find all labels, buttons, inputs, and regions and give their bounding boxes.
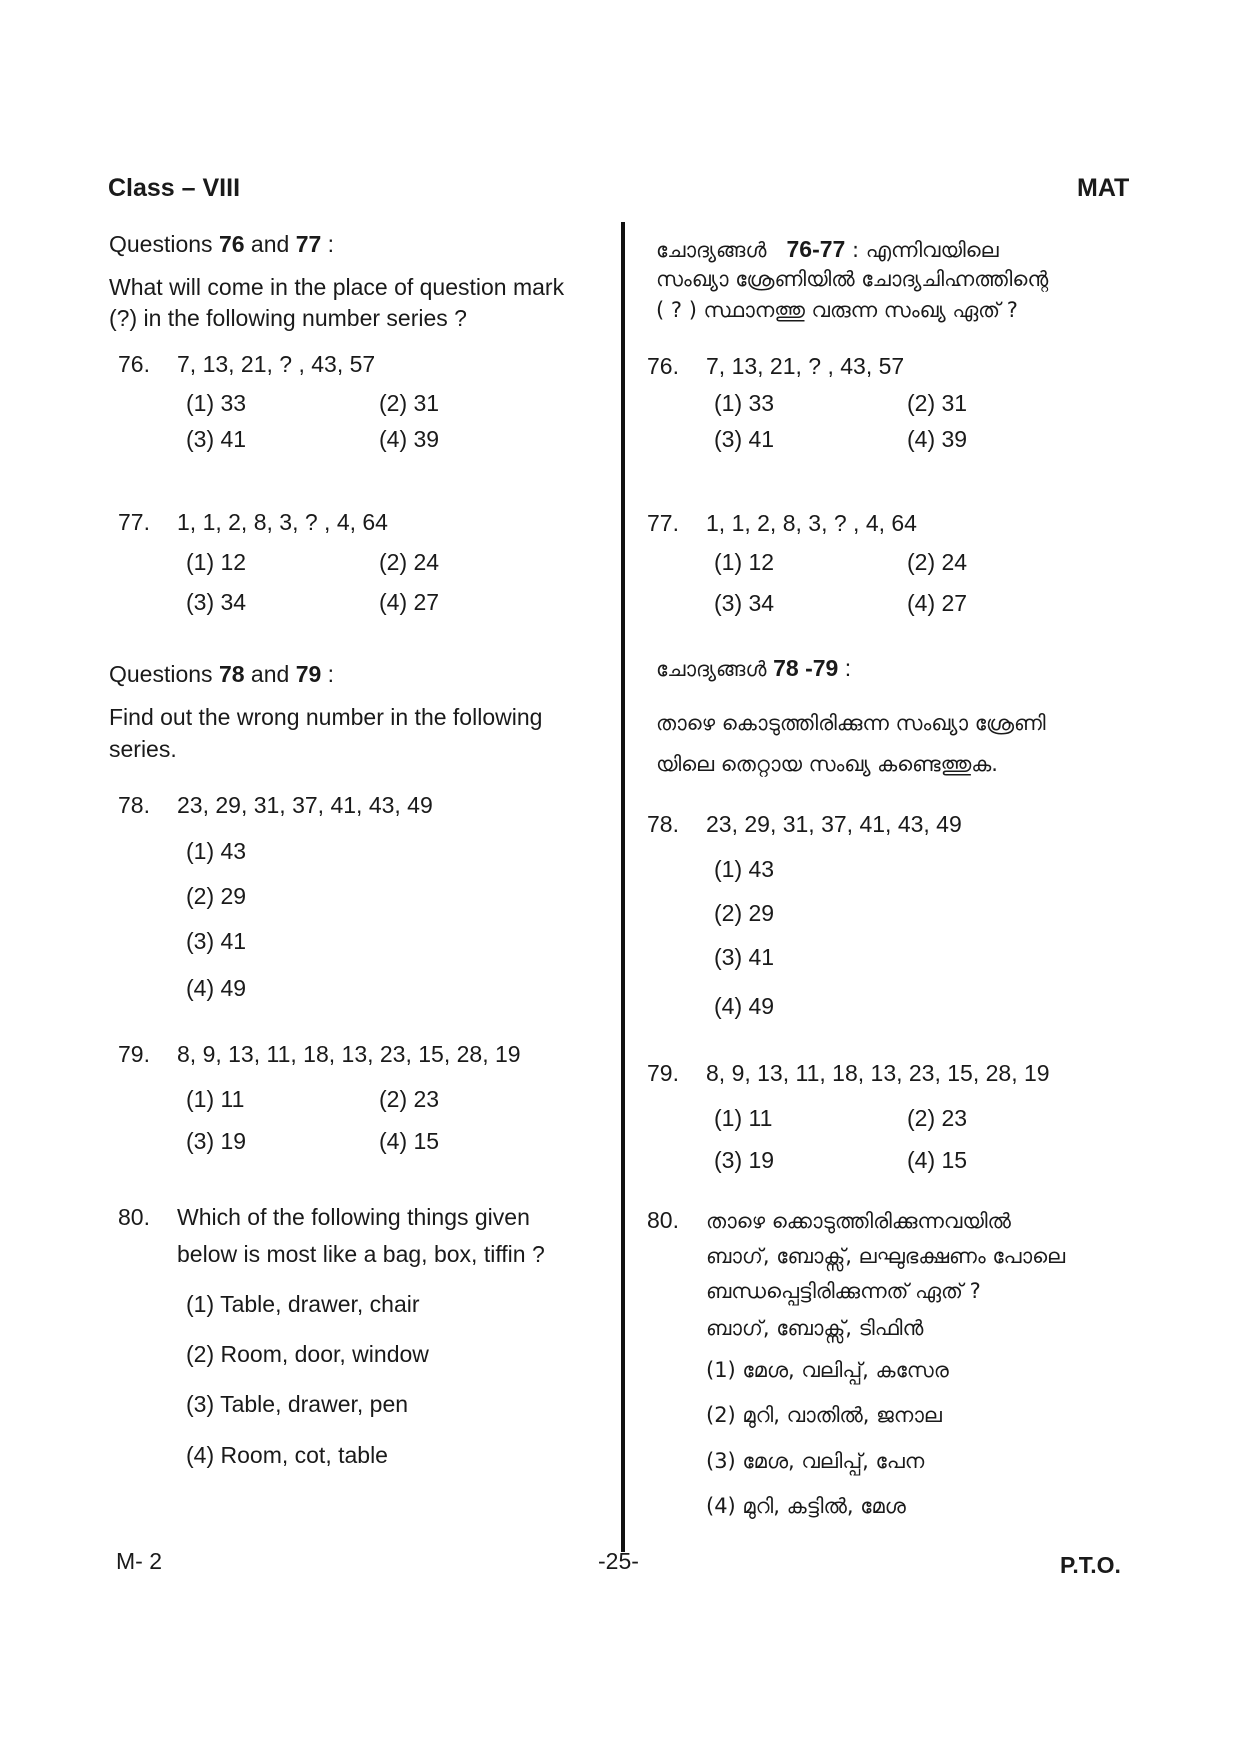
group2-instruction-line2: series.	[109, 736, 177, 762]
class-label: Class – VIII	[108, 174, 241, 202]
ml-q76-number: 76.	[647, 353, 679, 379]
ml-q79-option-3: (3) 19	[714, 1147, 775, 1173]
q80-option-3: (3) Table, drawer, pen	[186, 1391, 409, 1417]
ml-q80-option-3: (3) മേശ, വലിപ്പ്, പേന	[706, 1449, 925, 1473]
q78-option-1: (1) 43	[186, 838, 247, 864]
q77-option-4: (4) 27	[379, 589, 440, 615]
ml-q77-option-2: (2) 24	[907, 549, 968, 575]
page-number: -25-	[598, 1548, 639, 1574]
ml-group2-heading: ചോദ്യങ്ങൾ 78 -79 :	[656, 655, 852, 681]
column-divider	[621, 222, 625, 1552]
ml-q78-option-2: (2) 29	[714, 900, 775, 926]
q76-option-4: (4) 39	[379, 426, 440, 452]
q77-option-1: (1) 12	[186, 549, 247, 575]
ml-q78-number: 78.	[647, 811, 679, 837]
q79-number: 79.	[118, 1041, 150, 1067]
q79-option-2: (2) 23	[379, 1086, 440, 1112]
ml-q77-option-4: (4) 27	[907, 590, 968, 616]
ml-group2-line1: താഴെ കൊടുത്തിരിക്കുന്ന സംഖ്യാ ശ്രേണി	[656, 711, 1046, 735]
q78-option-2: (2) 29	[186, 883, 247, 909]
ml-q79-text: 8, 9, 13, 11, 18, 13, 23, 15, 28, 19	[706, 1060, 1050, 1086]
pto-label: P.T.O.	[1060, 1552, 1121, 1578]
group2-instruction-line1: Find out the wrong number in the following	[109, 704, 543, 730]
ml-q76-option-3: (3) 41	[714, 426, 775, 452]
ml-q78-option-4: (4) 49	[714, 993, 775, 1019]
subject-label: MAT	[1077, 174, 1130, 202]
ml-group1-line2: സംഖ്യാ ശ്രേണിയിൽ ചോദ്യചിഹ്നത്തിന്റെ	[656, 267, 1049, 291]
group1-heading: Questions 76 and 77 :	[109, 231, 335, 257]
q79-option-3: (3) 19	[186, 1128, 247, 1154]
q78-option-4: (4) 49	[186, 975, 247, 1001]
ml-q79-option-2: (2) 23	[907, 1105, 968, 1131]
group2-heading: Questions 78 and 79 :	[109, 661, 335, 687]
q78-option-3: (3) 41	[186, 928, 247, 954]
q78-text: 23, 29, 31, 37, 41, 43, 49	[177, 792, 433, 818]
ml-q80-option-1: (1) മേശ, വലിപ്പ്, കസേര	[706, 1358, 949, 1382]
ml-q79-number: 79.	[647, 1060, 679, 1086]
ml-q80-line2: ബാഗ്, ബോക്സ്, ലഘുഭക്ഷണം പോലെ	[706, 1244, 1066, 1268]
ml-group1-line3: ( ? ) സ്ഥാനത്തു വരുന്ന സംഖ്യ ഏത് ?	[656, 298, 1018, 322]
q77-option-2: (2) 24	[379, 549, 440, 575]
ml-q80-number: 80.	[647, 1207, 679, 1233]
ml-q80-line4: ബാഗ്, ബോക്സ്, ടിഫിൻ	[706, 1316, 924, 1340]
ml-group2-line2: യിലെ തെറ്റായ സംഖ്യ കണ്ടെത്തുക.	[656, 752, 998, 776]
ml-q78-text: 23, 29, 31, 37, 41, 43, 49	[706, 811, 962, 837]
q76-option-3: (3) 41	[186, 426, 247, 452]
q79-option-4: (4) 15	[379, 1128, 440, 1154]
ml-q80-option-2: (2) മുറി, വാതിൽ, ജനാല	[706, 1403, 942, 1427]
ml-q76-text: 7, 13, 21, ? , 43, 57	[706, 353, 905, 379]
q80-option-1: (1) Table, drawer, chair	[186, 1291, 420, 1317]
footer-code: M- 2	[116, 1548, 162, 1574]
q76-option-2: (2) 31	[379, 390, 440, 416]
ml-q78-option-1: (1) 43	[714, 856, 775, 882]
ml-group1-heading: ചോദ്യങ്ങൾ 76-77 : എന്നിവയിലെ	[656, 236, 999, 262]
q78-number: 78.	[118, 792, 150, 818]
ml-q79-option-4: (4) 15	[907, 1147, 968, 1173]
q80-option-2: (2) Room, door, window	[186, 1341, 429, 1367]
group1-instruction-line1: What will come in the place of question mark	[109, 274, 565, 300]
ml-q77-number: 77.	[647, 510, 679, 536]
ml-q76-option-1: (1) 33	[714, 390, 775, 416]
q79-option-1: (1) 11	[186, 1086, 245, 1112]
q80-text-line2: below is most like a bag, box, tiffin ?	[177, 1241, 545, 1267]
q76-number: 76.	[118, 351, 150, 377]
q79-text: 8, 9, 13, 11, 18, 13, 23, 15, 28, 19	[177, 1041, 521, 1067]
ml-q80-line3: ബന്ധപ്പെട്ടിരിക്കുന്നത് ഏത് ?	[706, 1279, 981, 1303]
group1-instruction-line2: (?) in the following number series ?	[109, 305, 467, 331]
q77-option-3: (3) 34	[186, 589, 247, 615]
ml-q78-option-3: (3) 41	[714, 944, 775, 970]
q80-option-4: (4) Room, cot, table	[186, 1442, 388, 1468]
ml-q80-line1: താഴെ ക്കൊടുത്തിരിക്കുന്നവയിൽ	[706, 1209, 1011, 1233]
ml-q79-option-1: (1) 11	[714, 1105, 773, 1131]
ml-q76-option-4: (4) 39	[907, 426, 968, 452]
ml-q80-option-4: (4) മുറി, കട്ടിൽ, മേശ	[706, 1494, 906, 1518]
q80-number: 80.	[118, 1204, 150, 1230]
ml-q76-option-2: (2) 31	[907, 390, 968, 416]
q76-option-1: (1) 33	[186, 390, 247, 416]
ml-q77-text: 1, 1, 2, 8, 3, ? , 4, 64	[706, 510, 917, 536]
ml-q77-option-3: (3) 34	[714, 590, 775, 616]
q76-text: 7, 13, 21, ? , 43, 57	[177, 351, 376, 377]
q77-number: 77.	[118, 509, 150, 535]
ml-q77-option-1: (1) 12	[714, 549, 775, 575]
q80-text-line1: Which of the following things given	[177, 1204, 530, 1230]
q77-text: 1, 1, 2, 8, 3, ? , 4, 64	[177, 509, 388, 535]
